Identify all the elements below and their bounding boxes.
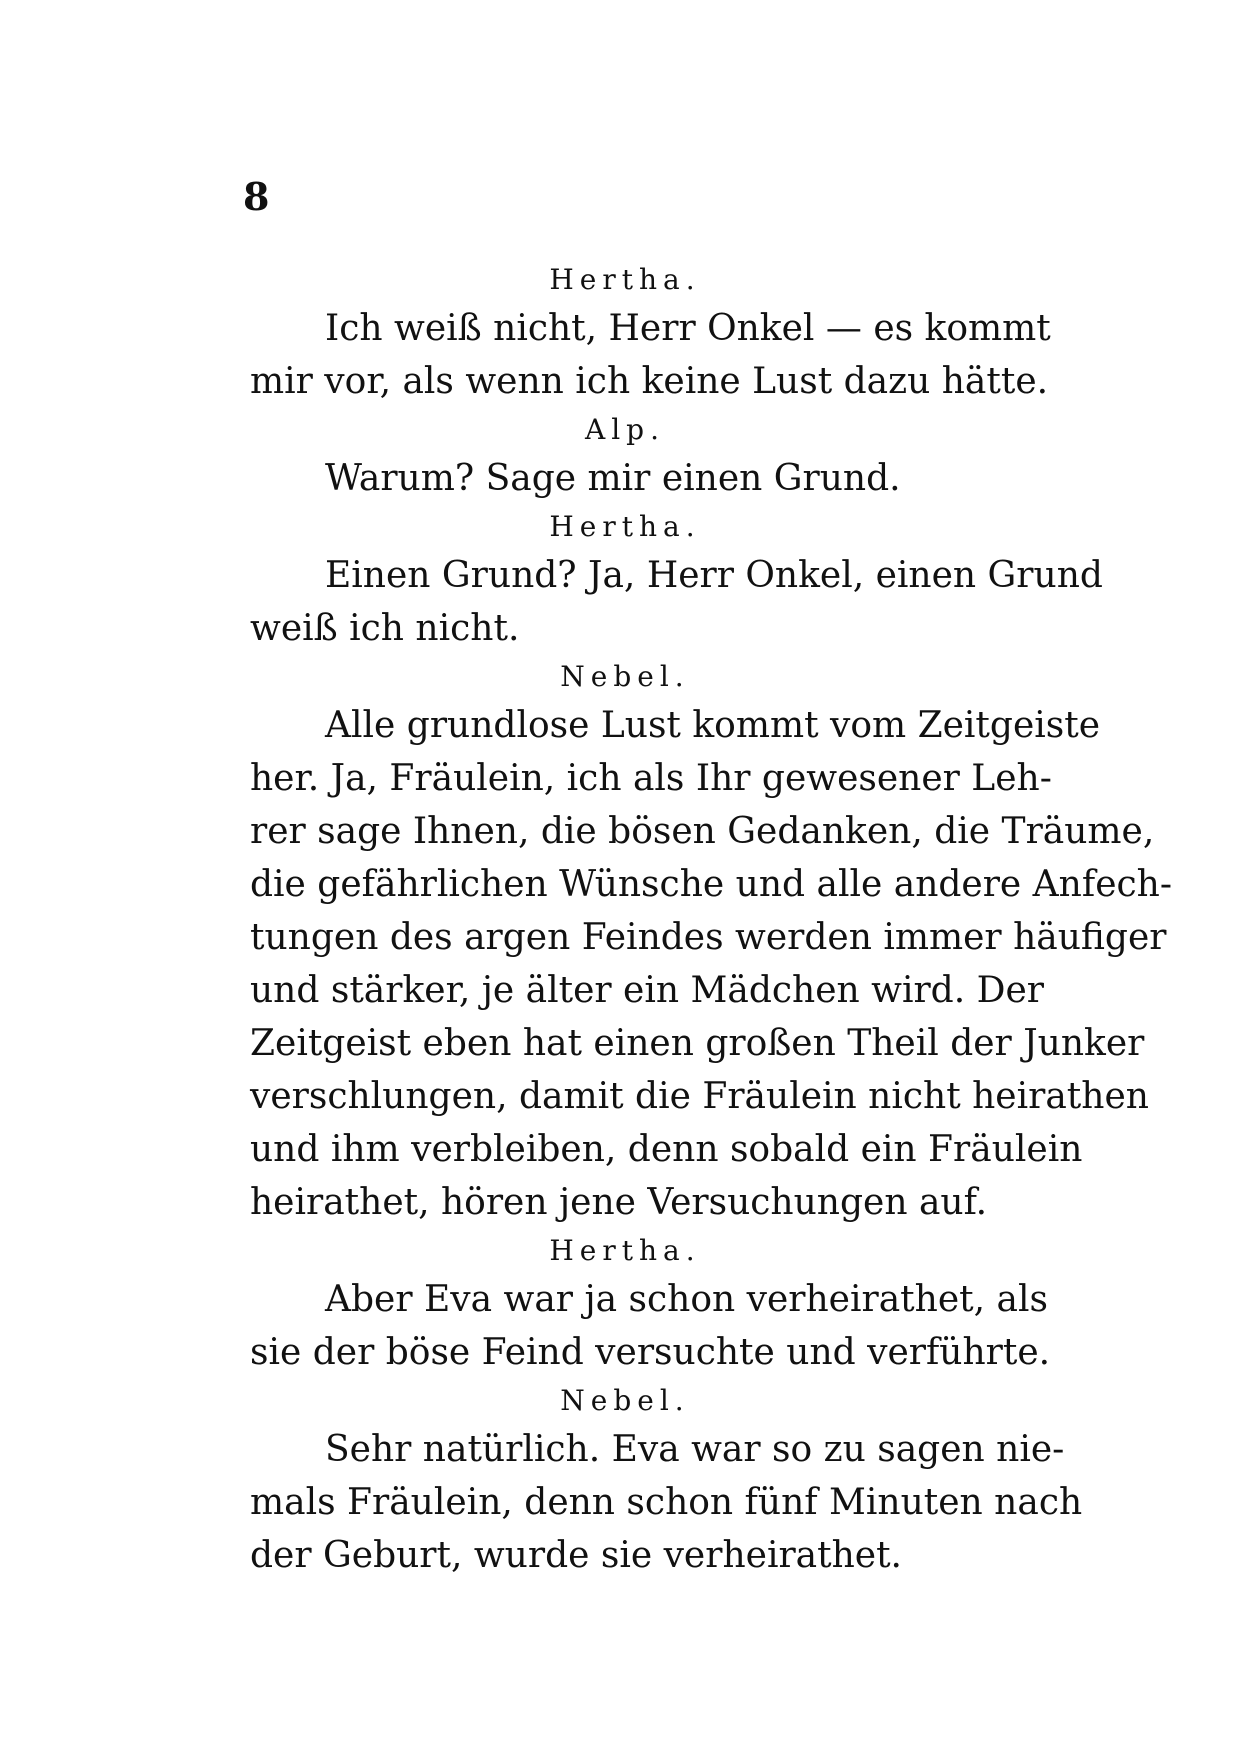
speaker-name: Nebel. bbox=[560, 660, 690, 693]
dialogue bbox=[250, 258, 1173, 1582]
text-line: Einen Grund? Ja, Herr Onkel, einen Grund bbox=[325, 555, 1103, 596]
text-line: sie der böse Feind versuchte und verführte. bbox=[250, 1332, 1051, 1373]
speaker-name: Hertha. bbox=[549, 510, 701, 543]
text-line: die gefährlichen Wünsche und alle andere Anfech- bbox=[250, 864, 1173, 905]
text-line: heirathet, hören jene Versuchungen auf. bbox=[250, 1182, 988, 1223]
text-line: Aber Eva war ja schon verheirathet, als bbox=[325, 1279, 1048, 1320]
dialogue-block bbox=[250, 505, 1103, 655]
dialogue-block bbox=[250, 258, 1051, 408]
text-line: Sehr natürlich. Eva war so zu sagen nie- bbox=[325, 1429, 1065, 1470]
text-line: der Geburt, wurde sie verheirathet. bbox=[250, 1535, 902, 1576]
text-line: Warum? Sage mir einen Grund. bbox=[325, 458, 901, 499]
dialogue-block bbox=[250, 655, 1173, 1229]
speaker-name: Hertha. bbox=[549, 1234, 701, 1267]
speaker-name: Hertha. bbox=[549, 263, 701, 296]
dialogue-block bbox=[250, 408, 1000, 505]
speaker-name: Alp. bbox=[585, 413, 665, 446]
text-line: rer sage Ihnen, die bösen Gedanken, die Träume, bbox=[250, 811, 1155, 852]
text-line: und ihm verbleiben, denn sobald ein Fräulein bbox=[250, 1129, 1083, 1170]
dialogue-block bbox=[250, 1379, 1083, 1582]
text-line: und stärker, je älter ein Mädchen wird. Der bbox=[250, 970, 1044, 1011]
text-line: Ich weiß nicht, Herr Onkel — es kommt bbox=[325, 308, 1051, 349]
text-line: her. Ja, Fräulein, ich als Ihr gewesener Leh- bbox=[250, 758, 1052, 799]
text-line: verschlungen, damit die Fräulein nicht heirathen bbox=[250, 1076, 1149, 1117]
text-line: Zeitgeist eben hat einen großen Theil der Junker bbox=[250, 1023, 1145, 1064]
text-line: Alle grundlose Lust kommt vom Zeitgeiste bbox=[325, 705, 1101, 746]
dialogue-block bbox=[250, 1229, 1051, 1379]
text-line: tungen des argen Feindes werden immer häufiger bbox=[250, 917, 1167, 958]
page-number: 8 bbox=[243, 174, 270, 219]
text-line: mals Fräulein, denn schon fünf Minuten nach bbox=[250, 1482, 1083, 1523]
speaker-name: Nebel. bbox=[560, 1384, 690, 1417]
text-line: mir vor, als wenn ich keine Lust dazu hätte. bbox=[250, 361, 1049, 402]
text-line: weiß ich nicht. bbox=[250, 608, 520, 649]
